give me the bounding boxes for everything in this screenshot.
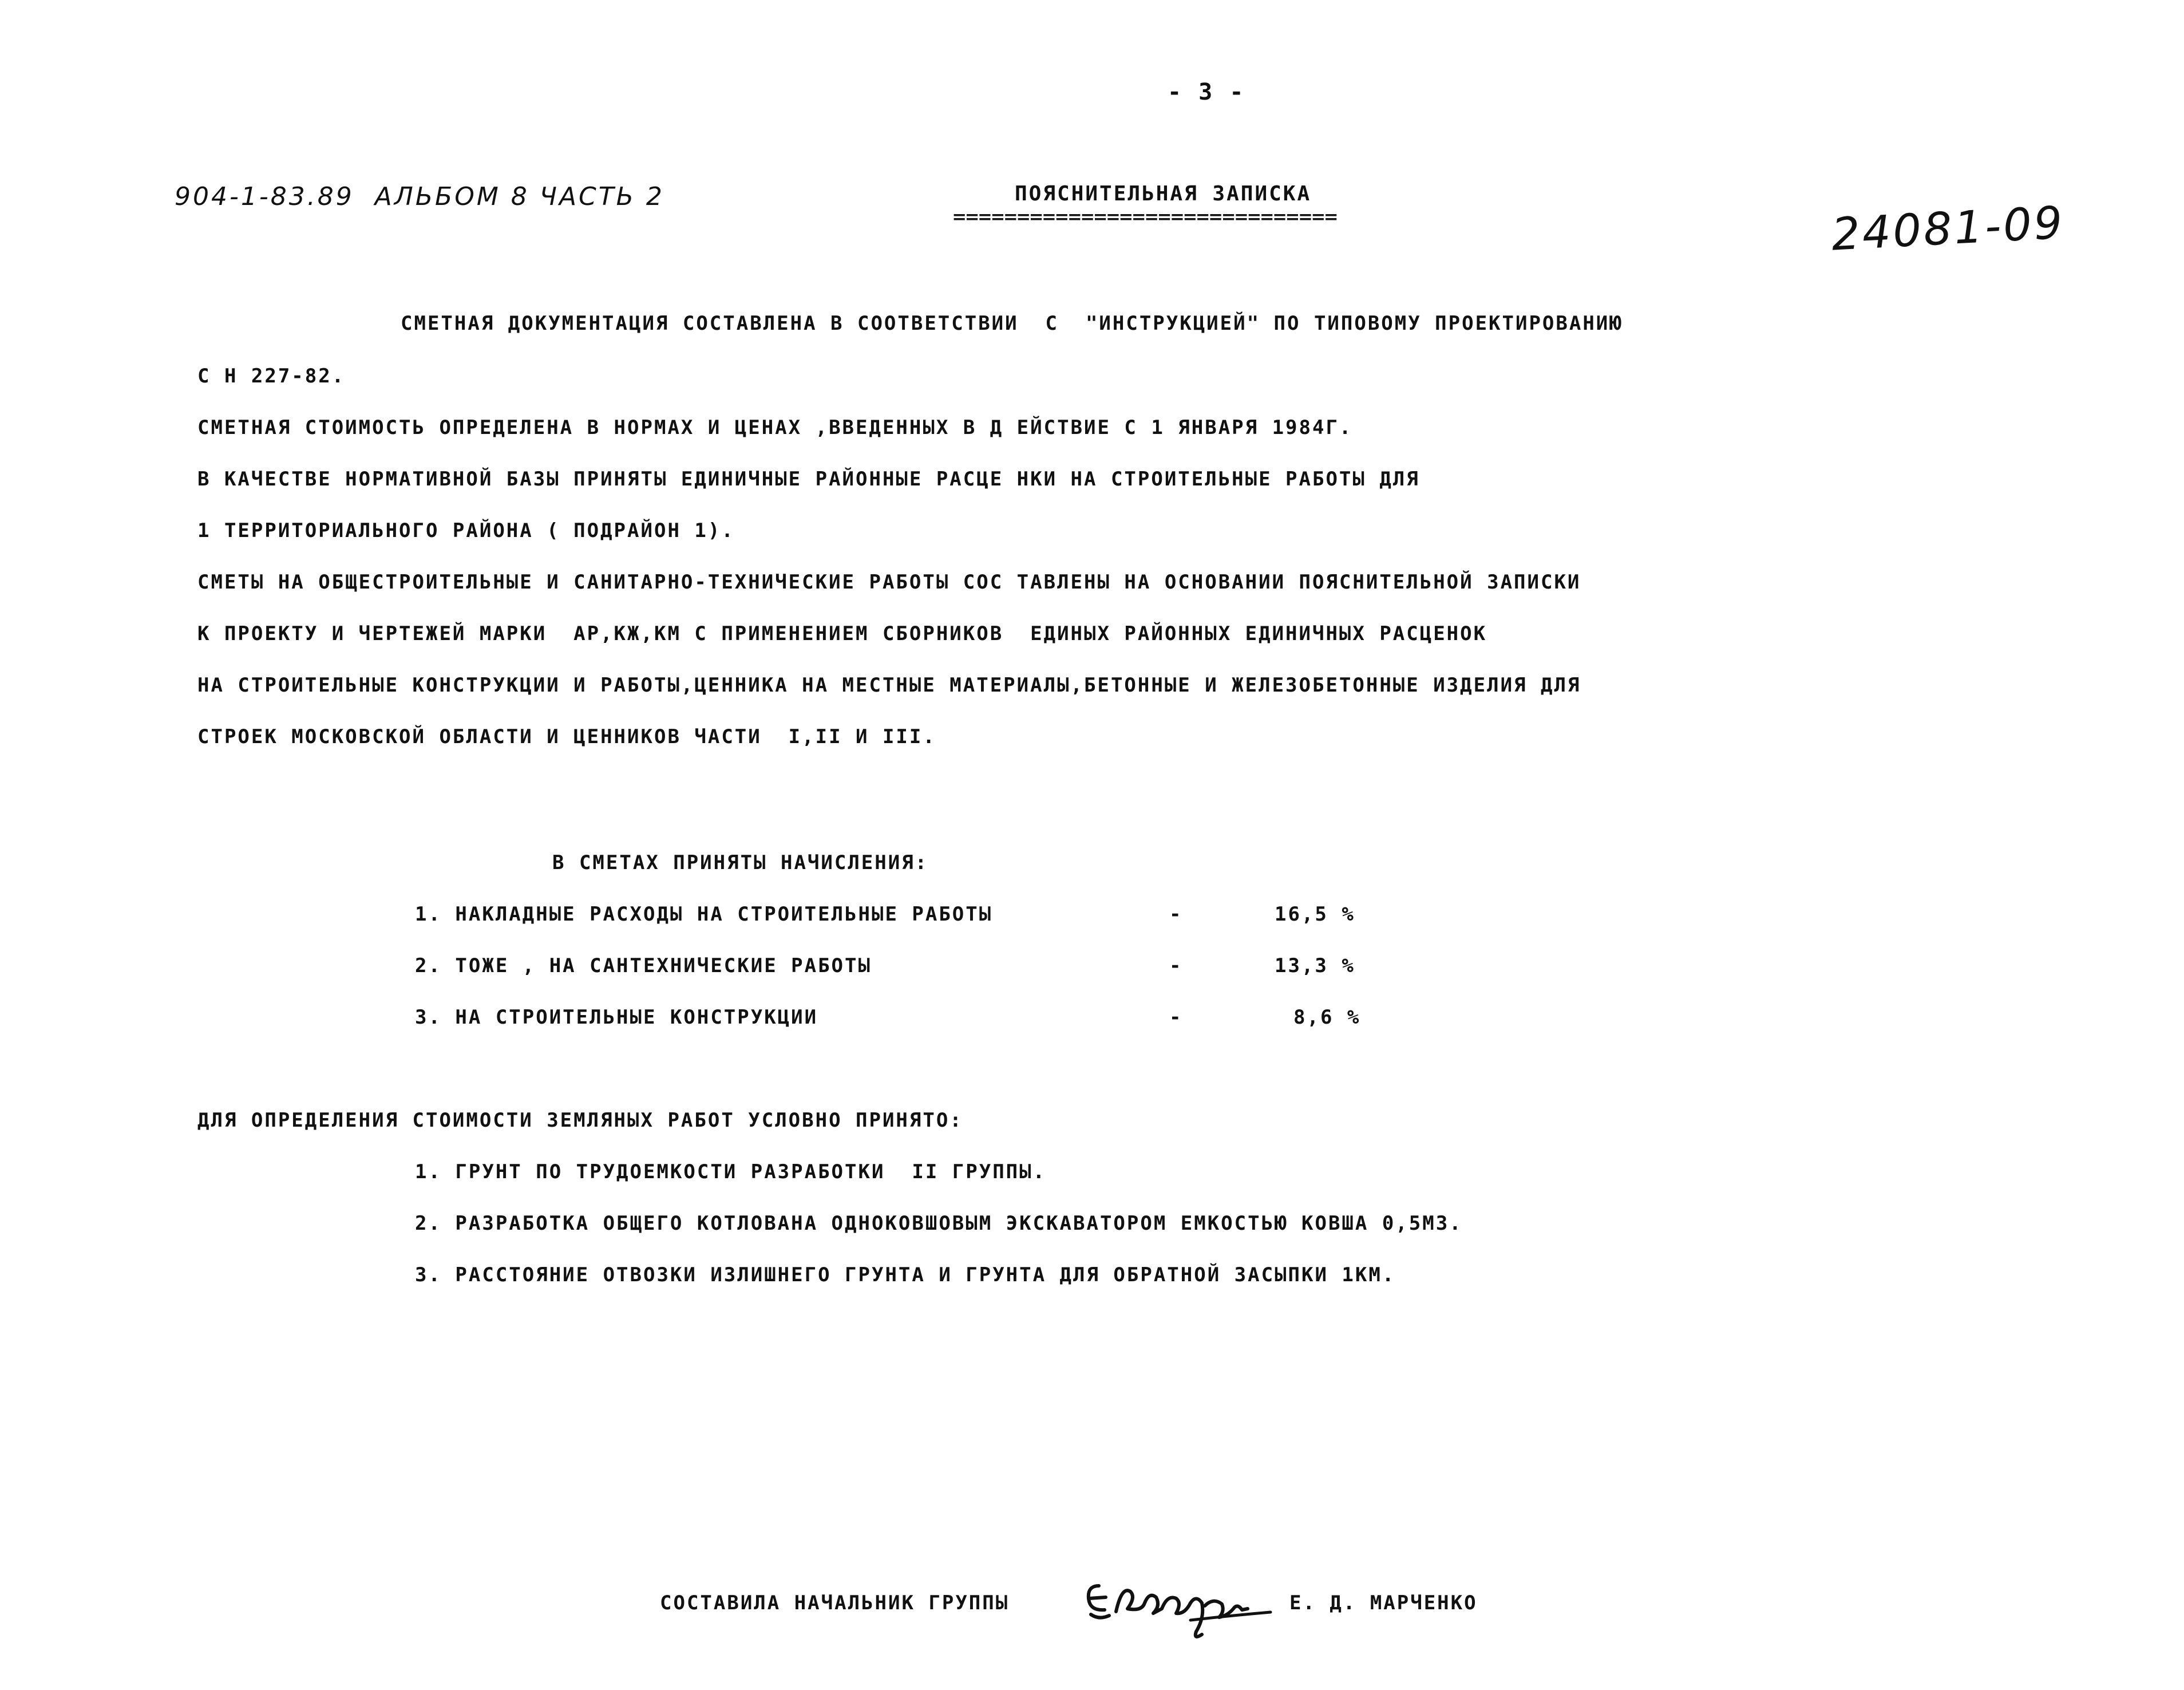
body-line: НА СТРОИТЕЛЬНЫЕ КОНСТРУКЦИИ И РАБОТЫ,ЦЕННИКА НА МЕСТНЫЕ МАТЕРИАЛЫ,БЕТОННЫЕ И ЖЕЛЕЗОБЕТОННЫЕ ИЗДЕЛИЯ ДЛЯ (197, 674, 1581, 697)
earthworks-item: 1. ГРУНТ ПО ТРУДОЕМКОСТИ РАЗРАБОТКИ II ГРУППЫ. (415, 1160, 1047, 1183)
page-number: - 3 - (1168, 79, 1245, 105)
charges-heading: В СМЕТАХ ПРИНЯТЫ НАЧИСЛЕНИЯ: (552, 851, 929, 874)
compiled-by-label: СОСТАВИЛА НАЧАЛЬНИК ГРУППЫ (660, 1592, 1010, 1614)
album-reference: 904-1-83.89 АЛЬБОМ 8 ЧАСТЬ 2 (175, 182, 664, 211)
body-line: К ПРОЕКТУ И ЧЕРТЕЖЕЙ МАРКИ АР,КЖ,КМ С ПРИМЕНЕНИЕМ СБОРНИКОВ ЕДИНЫХ РАЙОННЫХ ЕДИНИЧНЫХ РАСЦЕНОК (197, 622, 1487, 645)
charge-label: 2. ТОЖЕ , НА САНТЕХНИЧЕСКИЕ РАБОТЫ (415, 954, 872, 977)
charge-value: 8,6 % (1293, 1006, 1361, 1029)
earthworks-item: 2. РАЗРАБОТКА ОБЩЕГО КОТЛОВАНА ОДНОКОВШОВЫМ ЭКСКАВАТОРОМ ЕМКОСТЬЮ КОВША 0,5М3. (415, 1212, 1463, 1235)
charge-dash: - (1169, 903, 1183, 926)
charge-label: 3. НА СТРОИТЕЛЬНЫЕ КОНСТРУКЦИИ (415, 1006, 818, 1029)
body-line: 1 ТЕРРИТОРИАЛЬНОГО РАЙОНА ( ПОДРАЙОН 1). (197, 519, 735, 542)
document-number: 24081-09 (1830, 197, 2066, 261)
title-underline: ============================== (953, 207, 1338, 227)
body-line: СМЕТНАЯ СТОИМОСТЬ ОПРЕДЕЛЕНА В НОРМАХ И ЦЕНАХ ,ВВЕДЕННЫХ В Д ЕЙСТВИЕ С 1 ЯНВАРЯ 1984Г. (197, 416, 1353, 439)
body-line: СТРОЕК МОСКОВСКОЙ ОБЛАСТИ И ЦЕННИКОВ ЧАСТИ I,II И III. (197, 725, 936, 748)
charge-value: 13,3 % (1275, 954, 1355, 977)
charge-dash: - (1169, 1006, 1183, 1029)
earthworks-heading: ДЛЯ ОПРЕДЕЛЕНИЯ СТОИМОСТИ ЗЕМЛЯНЫХ РАБОТ УСЛОВНО ПРИНЯТО: (197, 1109, 963, 1132)
body-line: С Н 227-82. (197, 365, 346, 388)
body-line: СМЕТЫ НА ОБЩЕСТРОИТЕЛЬНЫЕ И САНИТАРНО-ТЕХНИЧЕСКИЕ РАБОТЫ СОС ТАВЛЕНЫ НА ОСНОВАНИИ ПОЯСНИТЕЛЬНОЙ ЗАПИСКИ (197, 571, 1581, 594)
document-title: ПОЯСНИТЕЛЬНАЯ ЗАПИСКА (1015, 182, 1312, 206)
charge-label: 1. НАКЛАДНЫЕ РАСХОДЫ НА СТРОИТЕЛЬНЫЕ РАБОТЫ (415, 903, 993, 926)
body-line: В КАЧЕСТВЕ НОРМАТИВНОЙ БАЗЫ ПРИНЯТЫ ЕДИНИЧНЫЕ РАЙОННЫЕ РАСЦЕ НКИ НА СТРОИТЕЛЬНЫЕ РАБОТЫ ДЛЯ (197, 468, 1420, 491)
body-line: СМЕТНАЯ ДОКУМЕНТАЦИЯ СОСТАВЛЕНА В СООТВЕТСТВИИ С "ИНСТРУКЦИЕЙ" ПО ТИПОВОМУ ПРОЕКТИРОВАНИЮ (401, 312, 1623, 335)
charge-value: 16,5 % (1275, 903, 1355, 926)
earthworks-item: 3. РАССТОЯНИЕ ОТВОЗКИ ИЗЛИШНЕГО ГРУНТА И ГРУНТА ДЛЯ ОБРАТНОЙ ЗАСЫПКИ 1КМ. (415, 1263, 1396, 1286)
compiler-name: Е. Д. МАРЧЕНКО (1289, 1592, 1478, 1614)
charge-dash: - (1169, 954, 1183, 977)
handwritten-signature (1082, 1563, 1293, 1643)
